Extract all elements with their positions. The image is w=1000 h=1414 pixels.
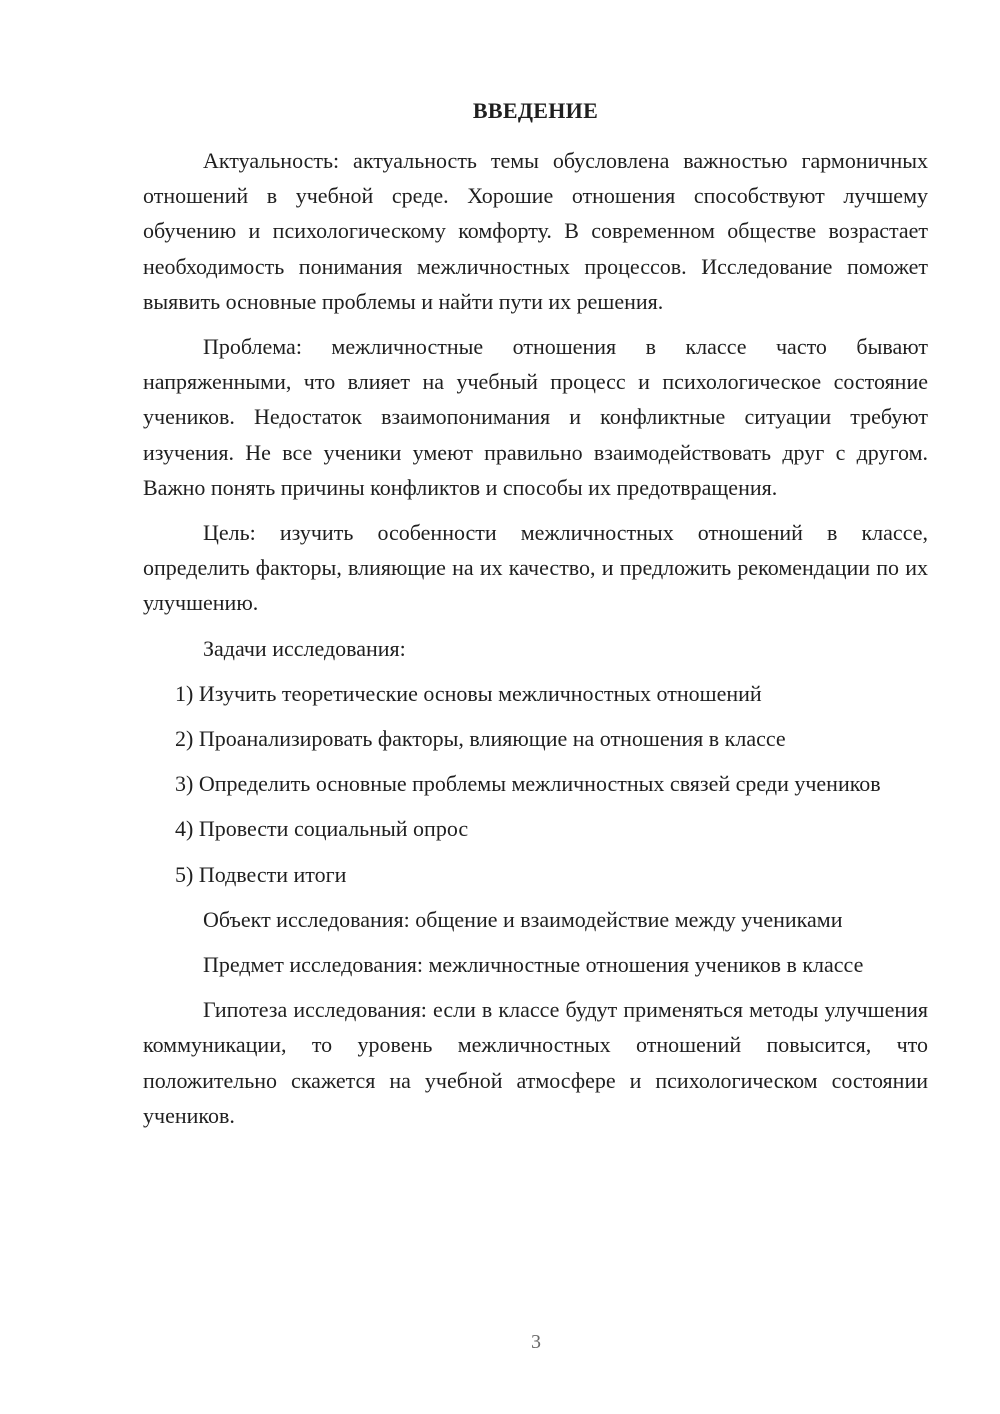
- problem-paragraph: Проблема: межличностные отношения в классе часто бывают напряженными, что влияет на учебный процесс и психологическое состояние учеников. Недостаток взаимопонимания и конфликтные ситуации требуют изучения. Не все ученики умеют правильно взаимодействовать друг с другом. Важно понять причины конфликтов и способы их предотвращения.: [143, 334, 928, 500]
- object-paragraph: Объект исследования: общение и взаимодействие между учениками: [203, 906, 843, 932]
- tasks-title: Задачи исследования:: [203, 635, 406, 661]
- task-item: 1) Изучить теоретические основы межличностных отношений: [175, 680, 762, 706]
- task-item: 4) Провести социальный опрос: [175, 816, 469, 842]
- task-item: 3) Определить основные проблемы межличностных связей среди учеников: [175, 771, 881, 797]
- hypothesis-paragraph: Гипотеза исследования: если в классе будут применяться методы улучшения коммуникации, то уровень межличностных отношений повысится, что положительно скажется на учебной атмосфере и психологическом состоянии учеников.: [143, 997, 928, 1128]
- goal-paragraph: Цель: изучить особенности межличностных отношений в классе, определить факторы, влияющие на их качество, и предложить рекомендации по их улучшению.: [143, 520, 928, 616]
- document-body: [143, 143, 928, 1143]
- task-item: 5) Подвести итоги: [175, 861, 347, 887]
- task-item: 2) Проанализировать факторы, влияющие на отношения в классе: [175, 726, 786, 752]
- relevance-paragraph: Актуальность: актуальность темы обусловлена важностью гармоничных отношений в учебной среде. Хорошие отношения способствуют лучшему обучению и психологическому комфорту. В современном обществе возрастает необходимость понимания межличностных процессов. Исследование поможет выявить основные проблемы и найти пути их решения.: [143, 148, 928, 314]
- page-number: 3: [531, 1331, 541, 1353]
- subject-paragraph: Предмет исследования: межличностные отношения учеников в классе: [203, 952, 864, 978]
- section-heading: ВВЕДЕНИЕ: [472, 98, 599, 123]
